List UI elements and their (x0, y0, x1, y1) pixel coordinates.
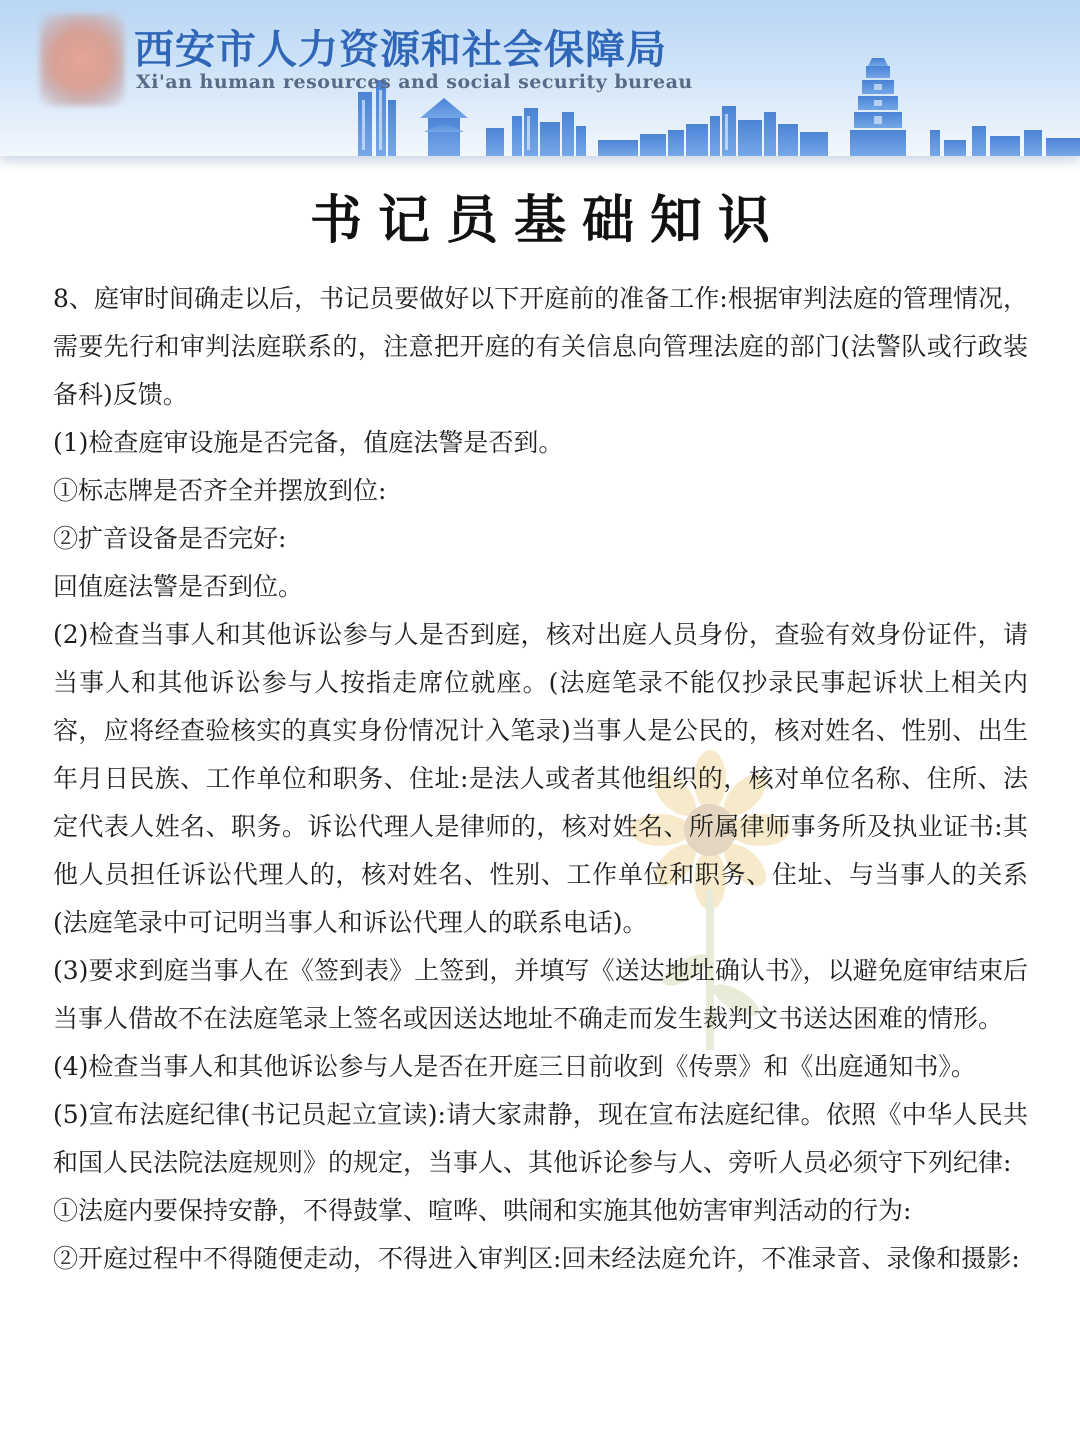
bureau-name-cn: 西安市人力资源和社会保障局 (134, 27, 667, 73)
paragraph-8-intro: 8、庭审时间确走以后，书记员要做好以下开庭前的准备工作:根据审判法庭的管理情况，需要先行和审判法庭联系的，注意把开庭的有关信息向管理法庭的部门(法警队或行政装备科)反馈。 (53, 284, 1028, 409)
paragraph-subitem: ①法庭内要保持安静，不得鼓掌、喧哗、哄闹和实施其他妨害审判活动的行为: (53, 1196, 912, 1225)
document-body (53, 275, 1028, 1283)
paragraph-item-2: (2)检查当事人和其他诉讼参与人是否到庭，核对出庭人员身份，查验有效身份证件，请当事人和其他诉讼参与人按指走席位就座。(法庭笔录不能仅抄录民事起诉状上相关内容，应将经查验核实的真实身份情况计入笔录)当事人是公民的，核对姓名、性别、出生年月日民族、工作单位和职务、住址:是法人或者其他组织的，核对单位名称、住所、法定代表人姓名、职务。诉讼代理人是律师的，核对姓名、所属律师事务所及执业证书:其他人员担任诉讼代理人的，核对姓名、性别、工作单位和职务、住址、与当事人的关系(法庭笔录中可记明当事人和诉讼代理人的联系电话)。 (53, 620, 1028, 937)
paragraph-item-4: (4)检查当事人和其他诉讼参与人是否在开庭三日前收到《传票》和《出庭通知书》。 (53, 1052, 976, 1081)
page-title: 书记员基础知识 (309, 190, 786, 251)
paragraph-subitem: ①标志牌是否齐全并摆放到位: (53, 476, 387, 505)
paragraph-subitem: 回值庭法警是否到位。 (53, 572, 304, 601)
bureau-name-en: Xi'an human resources and social security bureau (136, 71, 693, 93)
paragraph-item-3: (3)要求到庭当事人在《签到表》上签到，并填写《送达地址确认书》，以避免庭审结束后当事人借故不在法庭笔录上签名或因送达地址不确走而发生裁判文书送达困难的情形。 (53, 956, 1028, 1033)
paragraph-item-5: (5)宣布法庭纪律(书记员起立宣读):请大家肃静，现在宣布法庭纪律。依照《中华人民共和国人民法院法庭规则》的规定，当事人、其他诉论参与人、旁听人员必须守下列纪律: (53, 1100, 1028, 1177)
header-banner (0, 0, 1080, 156)
paragraph-item-1: (1)检查庭审设施是否完备，值庭法警是否到。 (53, 428, 564, 457)
paragraph-subitem: ②开庭过程中不得随便走动，不得进入审判区:回未经法庭允许，不准录音、录像和摄影: (53, 1244, 1020, 1273)
paragraph-subitem: ②扩音设备是否完好: (53, 524, 287, 553)
